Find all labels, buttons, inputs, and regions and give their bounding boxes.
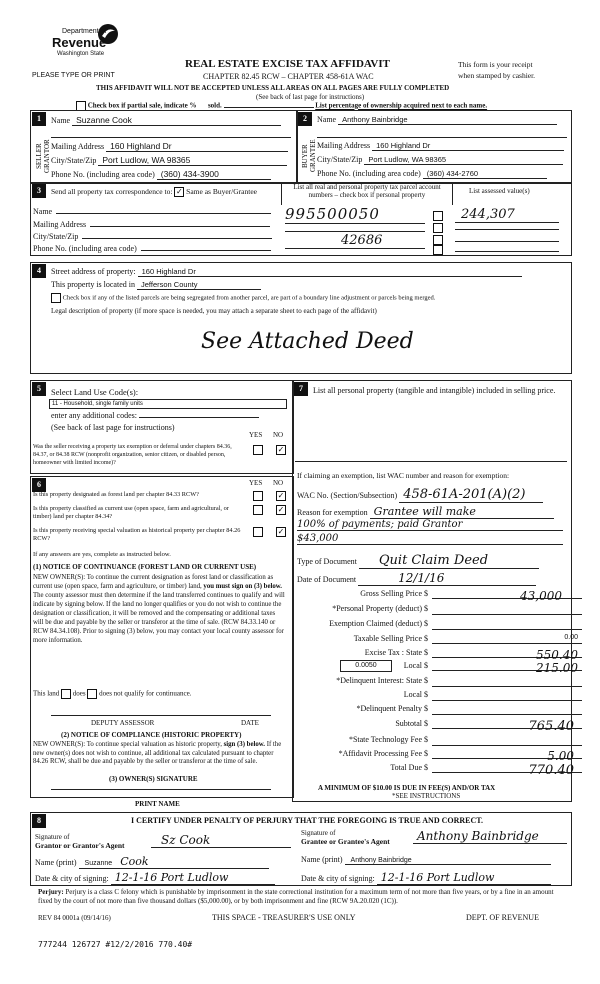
delinquent-state-label: *Delinquent Interest: State $ <box>336 676 428 685</box>
grantee-name-label: Name (print) <box>301 855 343 864</box>
street-row <box>51 267 551 277</box>
seller-name-field[interactable]: Suzanne Cook <box>72 115 281 126</box>
legal-description-label: Legal description of property (if more space is needed, you may attach a separate sheet to each page of the affidavit) <box>51 307 377 315</box>
parcel-3-personal-checkbox[interactable] <box>433 245 443 255</box>
treasurer-stamp: 777244 126727 #12/2/2016 770.40# <box>38 940 193 949</box>
total-due-label: Total Due $ <box>390 763 428 772</box>
buyer-mail-label: Mailing Address <box>317 141 371 150</box>
seller-city-field[interactable]: Port Ludlow, WA 98365 <box>98 155 287 166</box>
grantor-name-row <box>35 855 295 869</box>
section-7-number: 7 <box>294 382 308 396</box>
excise-state-field[interactable]: 550.40 <box>432 648 582 658</box>
section-6-designation <box>30 476 294 798</box>
section-5-see-back: (See back of last page for instructions) <box>51 423 175 432</box>
current-use-yes-checkbox[interactable] <box>253 505 263 515</box>
buyer-name-row <box>317 115 567 125</box>
please-type: PLEASE TYPE OR PRINT <box>32 72 115 79</box>
historic-no-checkbox[interactable]: ✓ <box>277 527 285 536</box>
forest-question: Is this property designated as forest land per chapter 84.33 RCW? <box>33 491 199 498</box>
dor-logo-text-3: Washington State <box>57 51 105 57</box>
section-5-yes-header: YES <box>249 431 263 439</box>
legal-description-field[interactable]: See Attached Deed <box>201 329 414 354</box>
section-5-land-use <box>30 380 294 474</box>
forest-yes-checkbox[interactable] <box>253 491 263 501</box>
grantee-date-row <box>301 871 567 885</box>
see-back: (See back of last page for instructions) <box>256 93 365 101</box>
county-field[interactable]: Jefferson County <box>137 280 261 290</box>
dor-logo <box>52 22 124 62</box>
reason-field-2[interactable]: 100% of payments; paid Grantor <box>297 519 563 531</box>
form-title: REAL ESTATE EXCISE TAX AFFIDAVIT <box>185 58 390 70</box>
exemption-claimed-field[interactable] <box>432 619 582 630</box>
grantee-date-label: Date & city of signing: <box>301 874 375 883</box>
county-row <box>51 280 351 290</box>
personal-deduct-label: *Personal Property (deduct) $ <box>332 604 428 613</box>
see-instructions: *SEE INSTRUCTIONS <box>392 792 461 800</box>
owner-signature-label: (3) OWNER(S) SIGNATURE <box>109 775 198 783</box>
seller-mail-field[interactable]: 160 Highland Dr <box>106 141 288 152</box>
delinquent-penalty-label: *Delinquent Penalty $ <box>356 704 428 713</box>
parcel-2-personal-checkbox[interactable] <box>433 235 443 245</box>
street-label: Street address of property: <box>51 267 136 276</box>
grantor-sig-label-1: Signature of <box>35 833 70 841</box>
segregated-row <box>51 293 561 303</box>
current-use-question: Is this property classified as current use (open space, farm and agricultural, or timber) land per chapter 84.34? <box>33 505 229 520</box>
exemption-no-checkbox[interactable]: ✓ <box>277 445 285 454</box>
ownership-label: List percentage of ownership acquired next to each name. <box>315 101 488 110</box>
perjury-bold: Perjury: <box>38 888 64 896</box>
grantor-sig-label <box>35 833 125 850</box>
qualify-row <box>33 689 283 699</box>
this-land-label: This land <box>33 689 60 698</box>
section-1-number: 1 <box>32 112 46 126</box>
corr-name-row <box>33 207 278 216</box>
section-8-number: 8 <box>32 814 46 828</box>
parcel-1-personal-checkbox[interactable] <box>433 211 443 221</box>
exemption-yes-checkbox[interactable] <box>253 445 263 455</box>
assessed-header: List assessed value(s) <box>469 187 530 195</box>
section-5-number: 5 <box>32 382 46 396</box>
continuance-title: (1) NOTICE OF CONTINUANCE (FOREST LAND OR CURRENT USE) <box>33 563 257 571</box>
grantor-date-field[interactable]: 12-1-16 Port Ludlow <box>111 871 275 885</box>
delinquent-local-field[interactable] <box>432 690 582 701</box>
parcel-header-1: List all real and personal property tax parcel account <box>293 183 441 191</box>
seller-mail-label: Mailing Address <box>51 142 105 151</box>
compliance-text-2: If the new owner(s) does not wish to continue, all additional tax calculated pursuant to chapter 84.26 RCW, shall be due and payable by the seller or transferor at the time of sale. <box>33 741 282 765</box>
seller-city-label: City/State/Zip <box>51 156 97 165</box>
grantee-signature-field[interactable]: Anthony Bainbridge <box>413 829 567 844</box>
receipt-note-1: This form is your receipt <box>458 60 533 69</box>
send-correspondence-label: Send all property tax correspondence to: <box>51 187 173 196</box>
tech-fee-field[interactable] <box>432 735 582 746</box>
reason-label: Reason for exemption <box>297 508 368 517</box>
does-label: does <box>72 689 86 698</box>
same-as-buyer-checkbox[interactable]: ✓ <box>175 187 183 197</box>
parcel-2-personal-checkbox-top[interactable] <box>433 223 443 233</box>
excise-local-label: Local $ <box>403 661 428 670</box>
seller-name-row <box>51 115 291 126</box>
grantor-name-typed: Suzanne <box>84 860 113 867</box>
additional-codes-row <box>51 411 291 420</box>
corr-mail-field[interactable] <box>90 226 270 227</box>
doc-type-label: Type of Document <box>297 557 357 566</box>
current-use-no-checkbox[interactable]: ✓ <box>277 505 285 514</box>
form-chapter: CHAPTER 82.45 RCW – CHAPTER 458-61A WAC <box>203 72 374 81</box>
dept-revenue-label: DEPT. OF REVENUE <box>466 913 539 922</box>
historic-yes-checkbox[interactable] <box>253 527 263 537</box>
doc-date-field[interactable]: 12/1/16 <box>358 571 536 586</box>
corr-phone-field[interactable] <box>141 250 271 251</box>
buyer-city-label: City/State/Zip <box>317 155 363 164</box>
grantee-name-row <box>301 855 567 865</box>
does-not-checkbox[interactable] <box>87 689 97 699</box>
perjury-note <box>38 888 568 906</box>
certify-text: I CERTIFY UNDER PENALTY OF PERJURY THAT THE FOREGOING IS TRUE AND CORRECT. <box>131 816 484 825</box>
continuance-text-1: NEW OWNER(S): To continue the current designation as forest land or classification as current use (open space, farm and agriculture, or timber) land, <box>33 574 274 590</box>
local-rate-field[interactable]: 0.0050 <box>340 660 392 672</box>
gross-price-label: Gross Selling Price $ <box>360 589 428 598</box>
corr-mail-label: Mailing Address <box>33 220 87 229</box>
grantee-name-field[interactable]: Anthony Bainbridge <box>345 857 551 865</box>
proc-fee-field[interactable]: 5.00 <box>432 749 582 759</box>
gross-price-field[interactable]: 43,000 <box>432 589 582 599</box>
dor-logo-text-2: Revenue <box>52 35 107 50</box>
corr-city-field[interactable] <box>82 238 272 239</box>
reason-field-1[interactable]: Grantee will make <box>370 505 554 519</box>
exemption-question: Was the seller receiving a property tax exemption or deferral under chapters 84.36, 84.37, or 84.38 RCW (nonprofit organization, senior citizen, or disabled person, homeowner with limited income)? <box>33 444 232 466</box>
seller-phone-label: Phone No. (including area code) <box>51 170 155 179</box>
wac-field[interactable]: 458-61A-201(A)(2) <box>399 487 543 503</box>
partial-sale-sold: sold. <box>207 101 222 110</box>
corr-mail-row <box>33 220 278 229</box>
grantor-name-field[interactable] <box>79 855 269 869</box>
land-use-code-select[interactable]: 11 - Household, single family units <box>49 399 287 409</box>
grantor-sig-label-2: Grantor or Grantor's Agent <box>35 841 125 850</box>
personal-property-text: List all personal property (tangible and intangible) included in selling price. <box>313 386 556 395</box>
compliance-text-1: NEW OWNER(S): To continue special valuation as historic property, <box>33 741 222 748</box>
seller-phone-row <box>51 169 291 180</box>
grantor-date-label: Date & city of signing: <box>35 874 109 883</box>
grantor-signature-field[interactable]: Sz Cook <box>151 833 291 848</box>
dor-logo-text-1: Department of <box>62 28 107 35</box>
total-due-field[interactable]: 770.40 <box>432 763 582 773</box>
section-3-number: 3 <box>32 184 46 198</box>
grantor-name-hand: Cook <box>120 855 149 868</box>
taxable-label: Taxable Selling Price $ <box>353 634 428 643</box>
tech-fee-label: *State Technology Fee $ <box>348 735 428 744</box>
continuance-text-2: The county assessor must then determine if the land transferred continues to qualify and will indicate by signing below. If the land no longer qualifies or you do not wish to continue the designation or classification, it will be removed and the compensating or additional taxes will be due and payable by the seller or transferor at the time of sale. (RCW 84.33.140 or RCW 84.34.108). Prior to signing (3) below, you may contact your local county assessor for more information. <box>33 592 285 644</box>
form-warning: THIS AFFIDAVIT WILL NOT BE ACCEPTED UNLESS ALL AREAS ON ALL PAGES ARE FULLY COMPLETED <box>96 84 450 92</box>
buyer-name-field[interactable]: Anthony Bainbridge <box>338 115 557 125</box>
seller-mail-row <box>51 141 291 152</box>
parcel-header <box>281 183 453 205</box>
subtotal-field[interactable]: 765.40 <box>432 719 582 729</box>
corr-phone-row <box>33 244 278 253</box>
historic-question: Is this property receiving special valuation as historical property per chapter 84.26 RCW? <box>33 527 241 542</box>
receipt-note-2: when stamped by cashier. <box>458 71 536 80</box>
assessed-1-field[interactable]: 244,307 <box>455 207 559 223</box>
corr-name-label: Name <box>33 207 53 216</box>
continuance-bold: you must sign on (3) below. <box>203 583 282 590</box>
buyer-grantee-label: BUYER GRANTEE <box>301 139 317 173</box>
corr-city-row <box>33 232 278 241</box>
grantee-date-field[interactable]: 12-1-16 Port Ludlow <box>377 871 551 885</box>
buyer-mail-field[interactable]: 160 Highland Dr <box>372 141 564 151</box>
seller-phone-field[interactable]: (360) 434-3900 <box>157 169 271 180</box>
section-3-correspondence <box>30 182 572 256</box>
doc-date-label: Date of Document <box>297 575 357 584</box>
section-2-buyer <box>296 110 572 184</box>
deputy-date-label: DATE <box>241 719 259 727</box>
select-land-use-label: Select Land Use Code(s): <box>51 387 139 397</box>
if-yes-note: If any answers are yes, complete as instructed below. <box>33 551 171 558</box>
seller-grantor-label: SELLER GRANTOR <box>35 139 51 173</box>
grantor-date-row <box>35 871 295 885</box>
doc-date-row <box>297 571 567 586</box>
exemption-claim-label: If claiming an exemption, list WAC number and reason for exemption: <box>297 471 510 480</box>
corr-phone-label: Phone No. (including area code) <box>33 244 137 253</box>
compliance-bold: sign (3) below. <box>223 741 265 748</box>
does-not-label: does not qualify for continuance. <box>99 689 192 698</box>
section-6-no-header: NO <box>273 479 284 487</box>
section-8-certification <box>30 812 572 886</box>
does-checkbox[interactable] <box>61 689 71 699</box>
seller-name-label: Name <box>51 116 71 125</box>
delinquent-penalty-field[interactable] <box>432 704 582 715</box>
subtotal-label: Subtotal $ <box>395 719 428 728</box>
section-1-seller <box>30 110 298 184</box>
additional-codes-field[interactable] <box>139 417 259 418</box>
buyer-city-field[interactable]: Port Ludlow, WA 98365 <box>364 155 563 165</box>
section-5-no-header: NO <box>273 431 284 439</box>
parcel-header-2: numbers – check box if personal property <box>308 191 426 199</box>
county-label: This property is located in <box>51 280 135 289</box>
wac-row <box>297 487 567 503</box>
owner-signature-field[interactable] <box>51 789 271 790</box>
exemption-claimed-label: Exemption Claimed (deduct) $ <box>329 619 428 628</box>
street-field[interactable]: 160 Highland Dr <box>138 267 522 277</box>
additional-codes-label: enter any additional codes: <box>51 411 137 420</box>
excise-local-field[interactable]: 215.00 <box>432 661 582 671</box>
wac-label: WAC No. (Section/Subsection) <box>297 491 398 500</box>
grantee-sig-label-2: Grantee or Grantee's Agent <box>301 837 390 846</box>
segregated-label: Check box if any of the listed parcels are being segregated from another parcel, are part of a boundary line adjustment or parcels being merged. <box>62 294 436 302</box>
print-name-label: PRINT NAME <box>135 800 180 808</box>
treasurer-space: THIS SPACE - TREASURER'S USE ONLY <box>212 913 356 922</box>
grantee-sig-label <box>301 829 390 846</box>
reason-field-3[interactable]: $43,000 <box>297 533 563 545</box>
taxable-field[interactable]: 0.00 <box>432 634 582 644</box>
same-as-buyer-label: Same as Buyer/Grantee <box>186 187 257 196</box>
deputy-assessor-label: DEPUTY ASSESSOR <box>91 719 155 727</box>
corr-name-field[interactable] <box>56 213 271 214</box>
section-4-number: 4 <box>32 264 46 278</box>
continuance-text <box>33 573 287 645</box>
doc-type-row <box>297 553 567 569</box>
delinquent-state-field[interactable] <box>432 676 582 687</box>
seller-city-row <box>51 155 291 166</box>
buyer-phone-row <box>317 169 567 179</box>
buyer-name-label: Name <box>317 115 337 124</box>
reason-row <box>297 505 567 519</box>
grantor-name-label: Name (print) <box>35 858 77 867</box>
parcel-1-field[interactable]: 995500050 <box>285 205 425 224</box>
proc-fee-label: *Affidavit Processing Fee $ <box>338 749 428 758</box>
section-6-yes-header: YES <box>249 479 263 487</box>
send-correspondence-row <box>51 187 291 197</box>
corr-city-label: City/State/Zip <box>33 232 79 241</box>
grantee-sig-label-1: Signature of <box>301 829 336 837</box>
parcel-2-field[interactable]: 42686 <box>285 233 425 249</box>
section-2-number: 2 <box>298 112 312 126</box>
perjury-text: Perjury is a class C felony which is punishable by imprisonment in the state correctional institution for a maximum term of not more than five years, or by a fine in an amount fixed by the court of not more than five thousand dollars ($5,000.00), or by both imprisonment and fine (RCW 9A.20.020 (1C)). <box>38 888 554 905</box>
minimum-note: A MINIMUM OF $10.00 IS DUE IN FEE(S) AND/OR TAX <box>318 784 496 792</box>
buyer-phone-label: Phone No. (including area code) <box>317 169 421 178</box>
buyer-mail-row <box>317 141 567 151</box>
rev-number: REV 84 0001a (09/14/16) <box>38 914 111 922</box>
forest-no-checkbox[interactable]: ✓ <box>277 491 285 500</box>
section-6-number: 6 <box>32 478 46 492</box>
partial-sale-label: Check box if partial sale, indicate % <box>87 101 197 110</box>
compliance-text <box>33 741 287 767</box>
personal-deduct-field[interactable] <box>432 604 582 615</box>
delinquent-local-label: Local $ <box>403 690 428 699</box>
segregated-checkbox[interactable] <box>51 293 61 303</box>
buyer-phone-field[interactable]: (360) 434-2760 <box>423 169 547 179</box>
section-4-property <box>30 262 572 374</box>
excise-state-label: Excise Tax : State $ <box>364 648 428 657</box>
buyer-city-row <box>317 155 567 165</box>
compliance-title: (2) NOTICE OF COMPLIANCE (HISTORIC PROPERTY) <box>61 731 242 739</box>
doc-type-field[interactable]: Quit Claim Deed <box>359 553 539 569</box>
